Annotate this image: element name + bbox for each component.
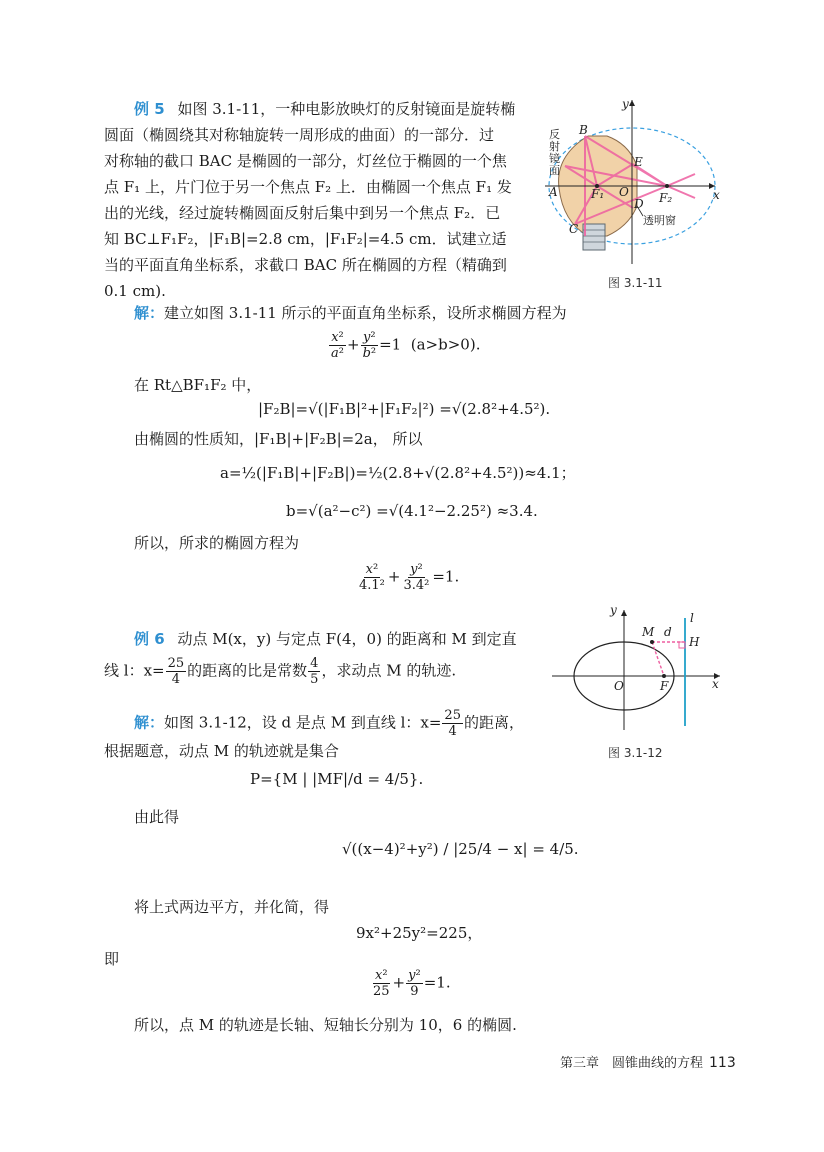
fig1-label-x: x [713, 188, 720, 202]
fig1-window-label: 透明窗 [643, 214, 676, 227]
example6-line-1 [134, 626, 554, 652]
equation-f2b: |F₂B|=√(|F₁B|²+|F₁F₂|²) =√(2.8²+4.5²). [258, 400, 551, 418]
example5-text-1: 如图 3.1-11，一种电影放映灯的反射镜面是旋转椭 [177, 100, 516, 118]
solution5-label: 解： [134, 304, 165, 322]
fig2-label-O: O [614, 679, 624, 693]
fig1-label-F1: F₁ [591, 187, 605, 201]
square-text: 将上式两边平方，并化简，得 [134, 898, 330, 916]
fig2-label-F: F [660, 679, 669, 693]
equation-b-value: b=√(a²−c²) =√(4.1²−2.25²) ≈3.4. [286, 502, 538, 520]
example6-label: 例 6 [134, 630, 165, 648]
equation-condition: (a>b>0). [410, 335, 481, 354]
equation-ellipse-general: $\frac{\text{x²}}{\text{a²}}$ + $\frac{\text{y²}}{\text{b²}}$ =1 (a>b>0). [331, 330, 481, 361]
example5-line-8: 0.1 cm). [104, 282, 166, 300]
conclusion-text: 所以，点 M 的轨迹是长轴、短轴长分别为 10，6 的椭圆. [134, 1016, 517, 1034]
ratio-equation: √((x−4)²+y²) / |25/4 − x| = 4/5. [342, 840, 579, 858]
example5-line-5: 出的光线，经过旋转椭圆面反射后集中到另一个焦点 F₂．已 [104, 204, 501, 222]
fig2-label-d: d [664, 625, 672, 639]
solution6-text-1b: 的距离， [463, 713, 524, 732]
example5-line-3: 对称轴的截口 BAC 是椭圆的一部分，灯丝位于椭圆的一个焦 [104, 152, 507, 170]
equation-ellipse-result: $\frac{\text{x²}}{\text{4.1²}}$ + $\frac{\text{y²}}{\text{3.4²}}$ =1. [359, 562, 460, 593]
fig1-label-C: C [569, 222, 579, 236]
page-number: 113 [709, 1055, 736, 1071]
ie-text: 即 [104, 950, 120, 968]
fig1-label-y: y [622, 97, 629, 111]
example6-text-1: 动点 M(x，y) 与定点 F(4，0) 的距离和 M 到定直 [177, 630, 517, 648]
fig1-label-F2: F₂ [659, 191, 673, 205]
frac-25-4-den: 4 [171, 672, 180, 687]
figure1-caption: 图 3.1-11 [608, 276, 663, 290]
fig1-mirror-char-3: 镜 [549, 152, 560, 165]
fig1-label-A: A [549, 185, 558, 199]
frac-25-4-den-b: 4 [448, 724, 457, 739]
solution6-line-2: 根据题意，动点 M 的轨迹就是集合 [104, 742, 339, 760]
page-footer [560, 1052, 736, 1071]
solution5-intro-line [134, 300, 694, 326]
example5-line-1 [134, 96, 554, 122]
frac-25-4-num-b: 25 [444, 708, 461, 723]
final-equation-tail: =1. [423, 973, 451, 992]
fig1-label-O: O [619, 185, 629, 199]
fig2-label-y: y [610, 604, 617, 617]
simplified-equation: 9x²+25y²=225， [356, 924, 483, 942]
example5-line-2: 圆面（椭圆绕其对称轴旋转一周形成的曲面）的一部分．过 [104, 126, 495, 144]
solution6-line-1 [134, 708, 574, 739]
chapter-title: 第三章 圆锥曲线的方程 [560, 1056, 704, 1071]
fig2-label-l: l [690, 611, 694, 625]
fig1-label-B: B [579, 123, 588, 137]
example6-text-2c: ，求动点 M 的轨迹. [321, 661, 457, 680]
final-equation: $\frac{\text{x²}}{25}$ + $\frac{\text{y²}}{9}$ =1. [373, 968, 451, 999]
distance-segments [652, 642, 685, 676]
frac-4-5-num: 4 [310, 656, 319, 671]
example6-text-2b: 的距离的比是常数 [187, 661, 308, 680]
example5-line-6: 知 BC⊥F₁F₂，|F₁B|=2.8 cm，|F₁F₂|=4.5 cm．试建立适 [104, 230, 507, 248]
fig1-mirror-char-2: 射 [549, 140, 560, 153]
frac-4-5-den: 5 [310, 672, 319, 687]
hence-text: 由此得 [134, 808, 180, 826]
fig1-mirror-char-4: 面 [549, 164, 560, 177]
example6-text-2a: 线 l：x= [104, 661, 165, 680]
fig1-label-D: D [634, 197, 644, 211]
so-text: 所以，所求的椭圆方程为 [134, 534, 300, 552]
solution6-label: 解： [134, 713, 165, 732]
example5-label: 例 5 [134, 100, 165, 118]
example6-line-2 [104, 656, 554, 687]
fig2-label-x: x [712, 677, 719, 691]
in-triangle-text: 在 Rt△BF₁F₂ 中， [134, 376, 262, 394]
fig2-label-H: H [689, 635, 700, 649]
frac-25-4-num: 25 [167, 656, 185, 671]
figure-3-1-11 [545, 96, 735, 271]
example5-line-7: 当的平面直角坐标系，求截口 BAC 所在椭圆的方程（精确到 [104, 256, 507, 274]
solution5-intro: 建立如图 3.1-11 所示的平面直角坐标系，设所求椭圆方程为 [164, 304, 567, 322]
fig1-label-E: E [634, 155, 643, 169]
figure-3-1-12 [552, 604, 724, 734]
example5-line-4: 点 F₁ 上，片门位于另一个焦点 F₂ 上．由椭圆一个焦点 F₁ 发 [104, 178, 512, 196]
equation-result-tail: =1. [432, 567, 460, 586]
fig2-label-M: M [642, 625, 655, 639]
bulb-base [583, 224, 605, 250]
equation-a-value: a=½(|F₁B|+|F₂B|)=½(2.8+√(2.8²+4.5²))≈4.1； [220, 464, 576, 482]
fig1-mirror-char-1: 反 [549, 128, 560, 141]
figure2-caption: 图 3.1-12 [608, 746, 663, 760]
set-equation: P={M | |MF|/d = 4/5}. [250, 770, 424, 788]
solution6-text-1a: 如图 3.1-12，设 d 是点 M 到直线 l：x= [164, 713, 442, 732]
ellipse-property-text: 由椭圆的性质知，|F₁B|+|F₂B|=2a， 所以 [134, 430, 423, 448]
